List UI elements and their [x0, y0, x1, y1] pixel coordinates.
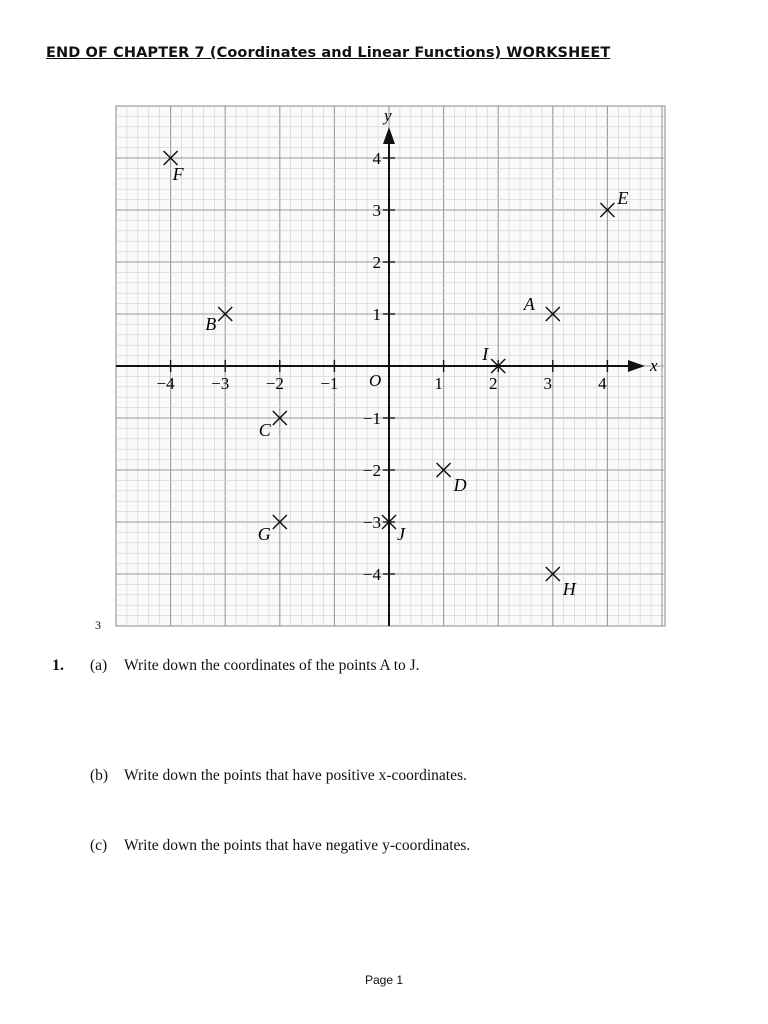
- question-number: 1.: [52, 657, 64, 674]
- x-tick-label: 1: [434, 374, 443, 393]
- x-tick-label: −2: [265, 374, 284, 393]
- margin-number: 3: [95, 618, 101, 632]
- x-tick-label: 3: [543, 374, 553, 393]
- y-tick-label: 1: [372, 305, 381, 324]
- worksheet-title: END OF CHAPTER 7 (Coordinates and Linear Functions) WORKSHEET: [46, 45, 611, 61]
- y-tick-label: −1: [362, 409, 381, 428]
- question-part-b: [90, 767, 467, 785]
- part-a-text: Write down the coordinates of the points A to J.: [124, 657, 420, 674]
- y-tick-label: 3: [372, 201, 381, 220]
- point-label-d: D: [453, 475, 467, 495]
- part-c-label: (c): [90, 837, 108, 854]
- question-part-a: [90, 657, 420, 675]
- point-label-f: F: [172, 164, 184, 184]
- origin-label: O: [369, 371, 382, 390]
- x-tick-label: −4: [156, 374, 175, 393]
- x-tick-label: 4: [598, 374, 607, 393]
- question-part-c: [90, 837, 470, 855]
- point-label-a: A: [523, 294, 535, 314]
- y-tick-label: −3: [362, 513, 381, 532]
- point-label-b: B: [205, 314, 217, 334]
- x-axis-label: x: [650, 356, 658, 375]
- part-c-text: Write down the points that have negative y-coordinates.: [124, 837, 471, 854]
- y-tick-label: −2: [362, 461, 381, 480]
- point-label-c: C: [258, 420, 271, 440]
- point-label-h: H: [562, 579, 576, 599]
- x-tick-label: −1: [320, 374, 339, 393]
- page-footer: Page 1: [364, 973, 404, 987]
- point-label-g: G: [257, 524, 271, 544]
- point-label-i: I: [482, 344, 489, 364]
- x-tick-label: −3: [211, 374, 230, 393]
- y-axis-label: y: [384, 106, 392, 125]
- point-label-e: E: [617, 188, 629, 208]
- part-b-text: Write down the points that have positive x-coordinates.: [124, 767, 467, 784]
- part-b-label: (b): [90, 767, 109, 784]
- y-tick-label: 4: [372, 149, 381, 168]
- point-label-j: J: [397, 524, 405, 544]
- y-tick-label: 2: [372, 253, 381, 272]
- part-a-label: (a): [90, 657, 108, 674]
- x-tick-label: 2: [488, 374, 498, 393]
- y-tick-label: −4: [362, 565, 381, 584]
